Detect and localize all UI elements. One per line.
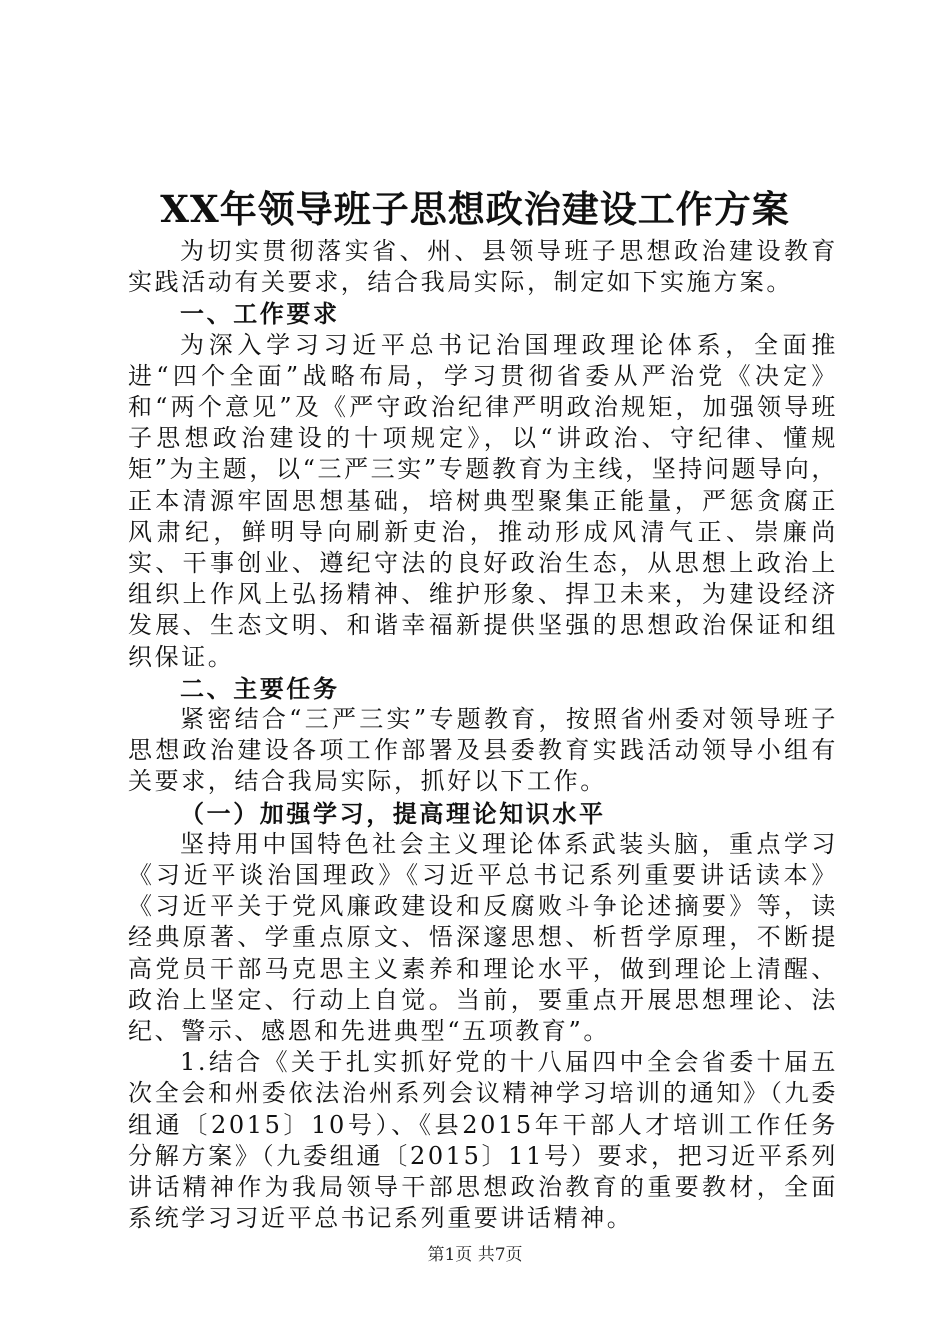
study-item-1-paragraph: 1.结合《关于扎实抓好党的十八届四中全会省委十届五次全会和州委依法治州系列会议精神学习培训的通知》（九委组通〔2015〕10号）、《县2015年干部人才培训工作任务分解方案》（九委组通〔2015〕11号）要求，把习近平系列讲话精神作为我局领导干部思想政治教育的重要教材，全面系统学习习近平总书记系列重要讲话精神。 [128,1048,838,1233]
subsection-heading-study: （一）加强学习，提高理论知识水平 [180,798,606,828]
document-title: XX年领导班子思想政治建设工作方案 [160,187,790,231]
intro-paragraph: 为切实贯彻落实省、州、县领导班子思想政治建设教育实践活动有关要求，结合我局实际，制定如下实施方案。 [128,237,838,297]
requirements-paragraph: 为深入学习习近平总书记治国理政理论体系，全面推进“四个全面”战略布局，学习贯彻省委从严治党《决定》和“两个意见”及《严守政治纪律严明政治规矩，加强领导班子思想政治建设的十项规定》，以“讲政治、守纪律、懂规矩”为主题，以“三严三实”专题教育为主线，坚持问题导向，正本清源牢固思想基础，培树典型聚集正能量，严惩贪腐正风肃纪，鲜明导向刷新吏治，推动形成风清气正、崇廉尚实、干事创业、遵纪守法的良好政治生态，从思想上政治上组织上作风上弘扬精神、维护形象、捍卫未来，为建设经济发展、生态文明、和谐幸福新提供坚强的思想政治保证和组织保证。 [128,330,838,671]
document-body [128,236,838,1235]
section-heading-requirements: 一、工作要求 [180,299,340,329]
page-number-footer: 第1页 共7页 [427,1245,523,1265]
section-heading-tasks: 二、主要任务 [180,673,340,703]
tasks-paragraph: 紧密结合“三严三实”专题教育，按照省州委对领导班子思想政治建设各项工作部署及县委教育实践活动领导小组有关要求，结合我局实际，抓好以下工作。 [128,705,838,796]
study-paragraph: 坚持用中国特色社会主义理论体系武装头脑，重点学习《习近平谈治国理政》《习近平总书记系列重要讲话读本》《习近平关于党风廉政建设和反腐败斗争论述摘要》等，读经典原著、学重点原文、悟深邃思想、析哲学原理，不断提高党员干部马克思主义素养和理论水平，做到理论上清醒、政治上坚定、行动上自觉。当前，要重点开展思想理论、法纪、警示、感恩和先进典型“五项教育”。 [128,829,838,1046]
